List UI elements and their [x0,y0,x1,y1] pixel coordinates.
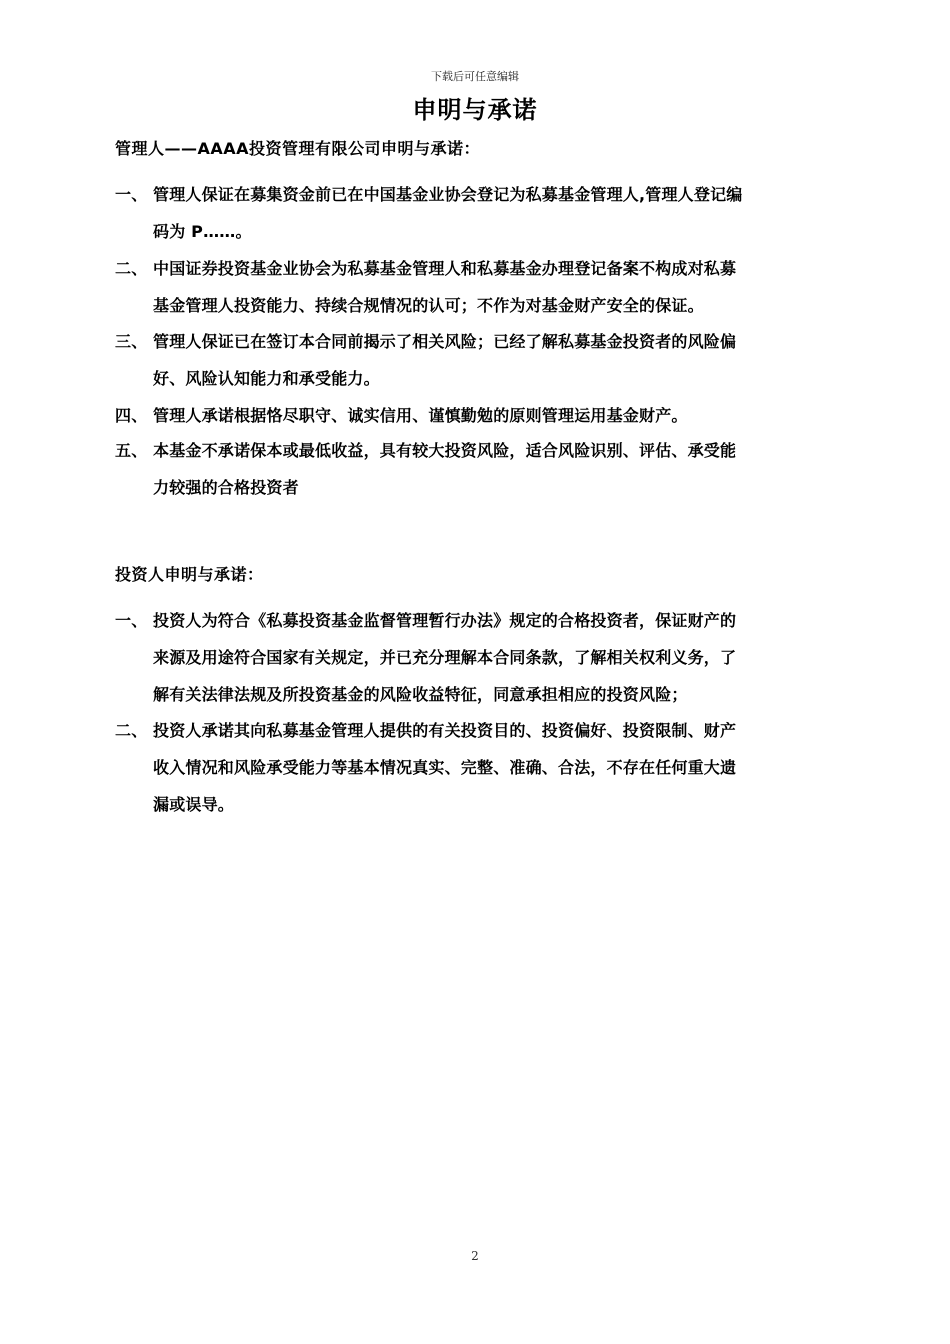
item-text-line1: 本基金不承诺保本或最低收益，具有较大投资风险，适合风险识别、评估、承受能 [153,441,737,460]
manager-item-4 [115,397,855,434]
item-text-line3: 漏或误导。 [153,795,235,814]
item-number: 五、 [115,441,148,460]
investor-item-1 [115,602,855,713]
item-text-line2: 力较强的合格投资者 [153,478,299,497]
item-number: 二、 [115,721,148,740]
item-text-line1: 管理人承诺根据恪尽职守、诚实信用、谨慎勤勉的原则管理运用基金财产。 [153,406,688,425]
item-number: 一、 [115,185,148,204]
manager-heading: 管理人——AAAA投资管理有限公司申明与承诺： [115,139,481,158]
item-number: 三、 [115,332,148,351]
investor-heading: 投资人申明与承诺： [115,565,264,584]
item-text-line1: 管理人保证已在签订本合同前揭示了相关风险；已经了解私募基金投资者的风险偏 [153,332,737,351]
item-text-line3: 解有关法律法规及所投资基金的风险收益特征，同意承担相应的投资风险； [153,685,688,704]
item-text-line1: 投资人承诺其向私募基金管理人提供的有关投资目的、投资偏好、投资限制、财产 [153,721,737,740]
item-text-line1: 中国证券投资基金业协会为私募基金管理人和私募基金办理登记备案不构成对私募 [153,259,737,278]
manager-item-1 [115,176,855,250]
document-title: 申明与承诺 [412,96,538,124]
item-number: 二、 [115,259,148,278]
page-number: 2 [471,1249,479,1263]
item-number: 一、 [115,611,148,630]
item-text-line1: 投资人为符合《私募投资基金监督管理暂行办法》规定的合格投资者，保证财产的 [153,611,737,630]
item-text-line2: 基金管理人投资能力、持续合规情况的认可；不作为对基金财产安全的保证。 [153,296,704,315]
header-note: 下载后可任意编辑 [431,70,519,83]
item-text-line2: 收入情况和风险承受能力等基本情况真实、完整、准确、合法，不存在任何重大遗 [153,758,737,777]
item-text-line1: 管理人保证在募集资金前已在中国基金业协会登记为私募基金管理人,管理人登记编 [153,185,743,204]
manager-item-3 [115,323,855,397]
item-text-line2: 码为 P……。 [153,222,252,241]
item-text-line2: 好、风险认知能力和承受能力。 [153,369,380,388]
manager-item-5 [115,432,855,506]
investor-item-2 [115,712,855,823]
item-number: 四、 [115,406,148,425]
item-text-line2: 来源及用途符合国家有关规定，并已充分理解本合同条款，了解相关权利义务，了 [153,648,737,667]
manager-item-2 [115,250,855,324]
